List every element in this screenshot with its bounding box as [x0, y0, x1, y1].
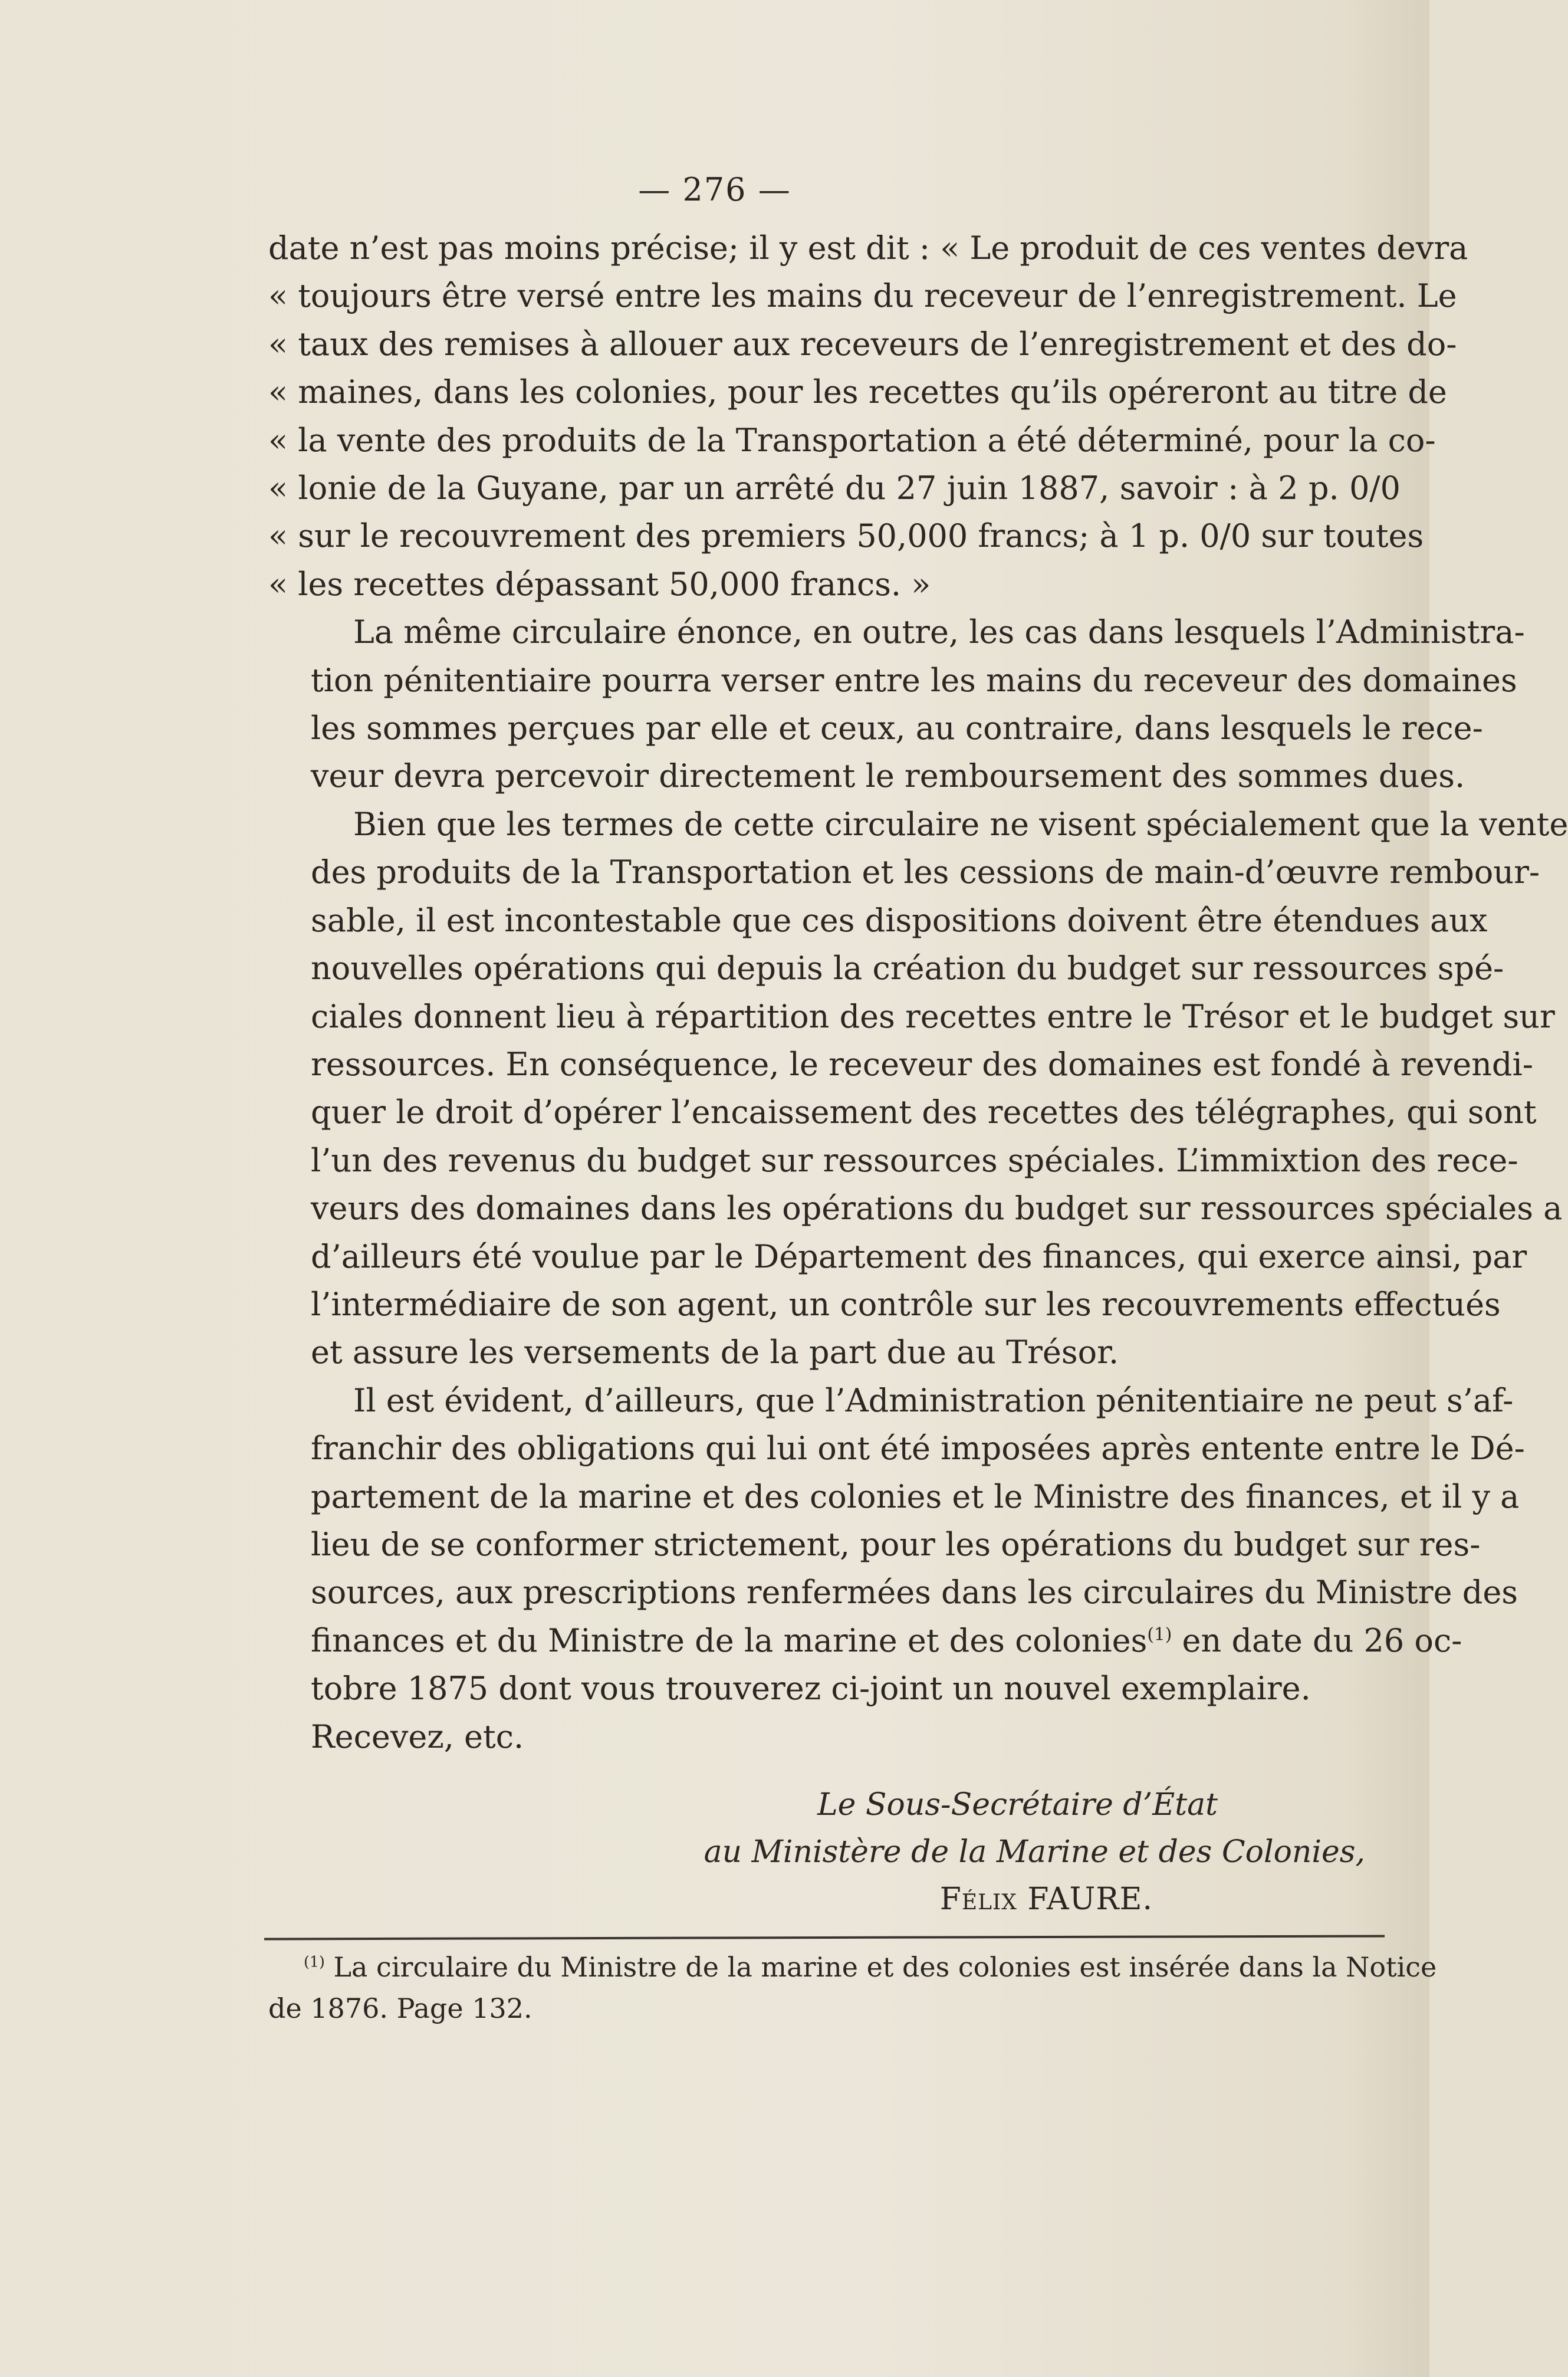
text-line: « sur le recouvrement des premiers 50,000 francs; à 1 p. 0/0 sur toutes [268, 517, 1424, 555]
text-line: franchir des obligations qui lui ont été imposées après entente entre le Dé- [311, 1430, 1525, 1467]
text-line: Bien que les termes de cette circulaire ne visent spécialement que la vente [353, 805, 1568, 843]
text-line: quer le droit d’opérer l’encaissement des recettes des télégraphes, qui sont [311, 1094, 1537, 1131]
text-line: « lonie de la Guyane, par un arrêté du 27 juin 1887, savoir : à 2 p. 0/0 [268, 470, 1401, 507]
text-line: nouvelles opérations qui depuis la création du budget sur ressources spé- [311, 950, 1504, 987]
signature-block [268, 1781, 1401, 1923]
text-line: d’ailleurs été voulue par le Département des finances, qui exerce ainsi, par [311, 1237, 1527, 1275]
text-line: « les recettes dépassant 50,000 francs. » [268, 565, 931, 603]
text-line: date n’est pas moins précise; il y est dit : « Le produit de ces ventes devra [268, 229, 1468, 267]
text-line: La même circulaire énonce, en outre, les cas dans lesquels l’Administra- [353, 613, 1525, 651]
footnote-reference: (1) [1147, 1624, 1172, 1645]
text-line: lieu de se conformer strictement, pour les opérations du budget sur res- [311, 1525, 1481, 1563]
text-line: partement de la marine et des colonies et le Ministre des finances, et il y a [311, 1478, 1520, 1515]
footnote [268, 1946, 1437, 2029]
text-line-with-note [268, 1617, 1462, 1664]
paragraph-3 [268, 800, 1568, 1377]
paragraph-2 [268, 608, 1525, 800]
text-line: et assure les versements de la part due au Trésor. [311, 1334, 1119, 1371]
text-line: ciales donnent lieu à répartition des recettes entre le Trésor et le budget sur [311, 997, 1555, 1035]
signatory-last-name: FAURE. [1027, 1882, 1153, 1917]
text-segment: en date du 26 oc- [1172, 1621, 1462, 1659]
text-line: « taux des remises à allouer aux receveurs de l’enregistrement et des do- [268, 325, 1457, 363]
text-line: « toujours être versé entre les mains du receveur de l’enregistrement. Le [268, 277, 1457, 315]
text-line: l’un des revenus du budget sur ressources spéciales. L’immixtion des rece- [311, 1141, 1518, 1179]
footnote-marker: (1) [304, 1953, 325, 1971]
paragraph-1 [268, 224, 1468, 608]
text-line: « la vente des produits de la Transportation a été déterminé, pour la co- [268, 421, 1436, 459]
text-line: « maines, dans les colonies, pour les recettes qu’ils opéreront au titre de [268, 373, 1447, 411]
footnote-line [268, 1946, 1437, 1988]
text-segment: finances et du Ministre de la marine et des colonies [311, 1621, 1148, 1659]
signatory-first-name: Félix [939, 1882, 1017, 1917]
text-line: veur devra percevoir directement le remboursement des sommes dues. [311, 757, 1465, 795]
text-line: sources, aux prescriptions renfermées dans les circulaires du Ministre des [311, 1574, 1518, 1611]
text-line: tion pénitentiaire pourra verser entre les mains du receveur des domaines [311, 661, 1517, 699]
paragraph-4 [268, 1377, 1525, 1713]
footnote-text: La circulaire du Ministre de la marine et des colonies est insérée dans la Notice [324, 1951, 1437, 1983]
signatory-name [268, 1876, 1401, 1923]
text-line: l’intermédiaire de son agent, un contrôle sur les recouvrements effectués [311, 1285, 1501, 1323]
body-text [268, 224, 1568, 1761]
text-line: tobre 1875 dont vous trouverez ci-joint un nouvel exemplaire. [311, 1670, 1311, 1708]
text-line: Il est évident, d’ailleurs, que l’Administration pénitentiaire ne peut s’af- [353, 1381, 1514, 1419]
closing-formula: Recevez, etc. [311, 1718, 524, 1755]
text-line: ressources. En conséquence, le receveur des domaines est fondé à revendi- [311, 1045, 1534, 1083]
signatory-title: Le Sous-Secrétaire d’État [817, 1787, 1218, 1823]
signatory-ministry: au Ministère de la Marine et des Colonies, [704, 1834, 1365, 1870]
text-line: veurs des domaines dans les opérations du budget sur ressources spéciales a [311, 1190, 1563, 1227]
footnote-divider [264, 1935, 1385, 1941]
text-line: des produits de la Transportation et les cessions de main-d’œuvre rembour- [311, 853, 1540, 891]
text-line: les sommes perçues par elle et ceux, au contraire, dans lesquels le rece- [311, 710, 1483, 747]
text-line: sable, il est incontestable que ces dispositions doivent être étendues aux [311, 901, 1488, 939]
footnote-line: de 1876. Page 132. [268, 1992, 532, 2024]
page-number: — 276 — [638, 171, 791, 208]
